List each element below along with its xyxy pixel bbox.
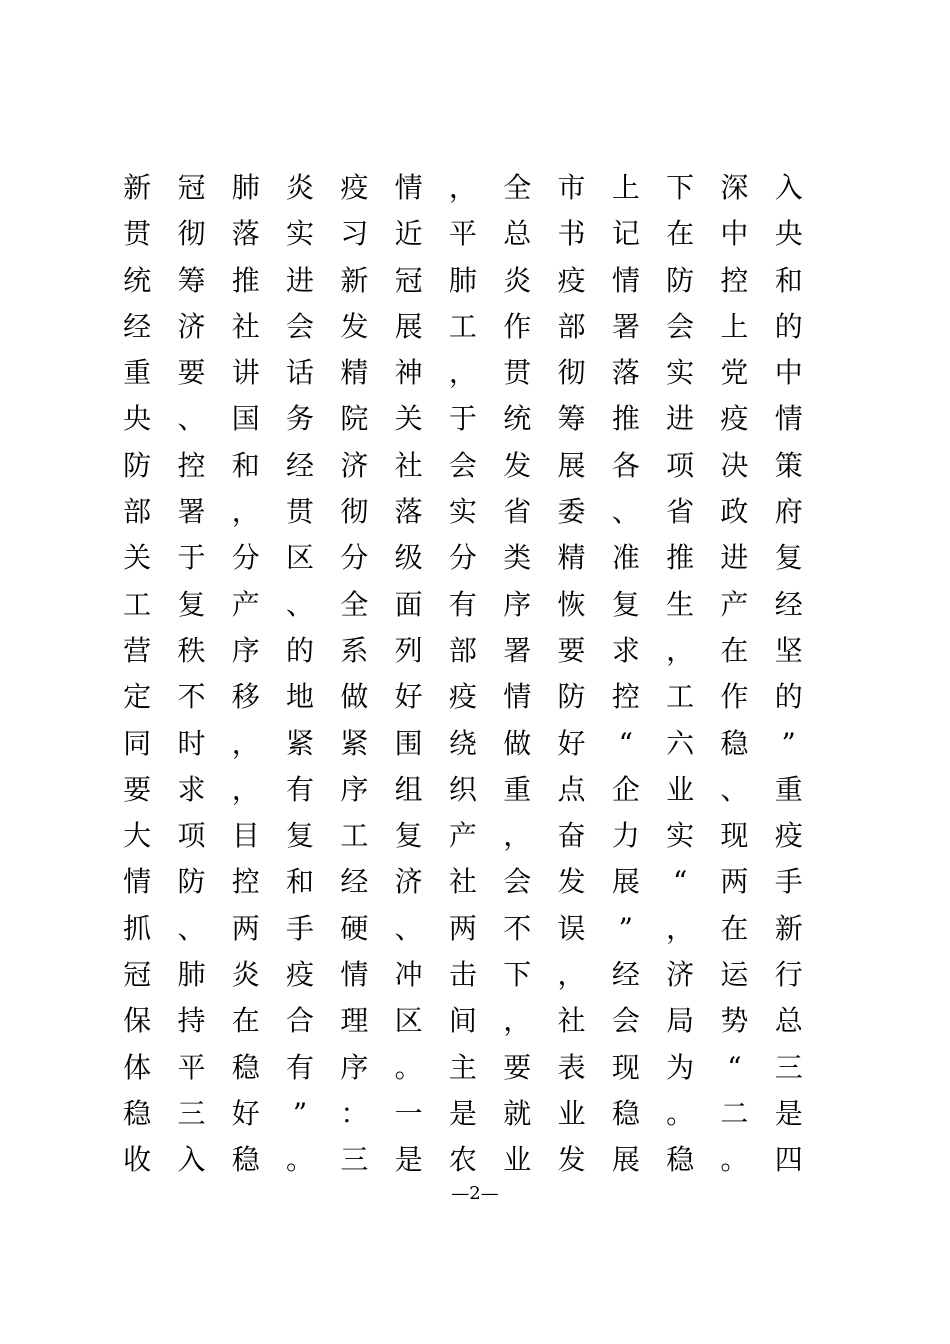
text-line: 关 于 分 区 分 级 分 类 精 准 推 进 复 <box>123 541 803 575</box>
text-line: 稳 三 好 ” ： 一 是 就 业 稳 。 二 是 <box>123 1096 803 1130</box>
text-line: 情 防 控 和 经 济 社 会 发 展 “ 两 手 <box>123 865 803 899</box>
page-number: —2— <box>451 1183 499 1204</box>
text-line: 体 平 稳 有 序 。 主 要 表 现 为 “ 三 <box>123 1050 803 1084</box>
text-line: 大 项 目 复 工 复 产 ， 奋 力 实 现 疫 <box>123 819 803 853</box>
text-line: 冠 肺 炎 疫 情 冲 击 下 ， 经 济 运 行 <box>123 958 803 992</box>
text-line: 抓 、 两 手 硬 、 两 不 误 ” ， 在 新 <box>123 911 803 945</box>
text-line: 央 、 国 务 院 关 于 统 筹 推 进 疫 情 <box>123 402 803 436</box>
text-line: 贯 彻 落 实 习 近 平 总 书 记 在 中 央 <box>123 217 803 251</box>
text-line: 要 求 ， 有 序 组 织 重 点 企 业 、 重 <box>123 772 803 806</box>
text-line: 统 筹 推 进 新 冠 肺 炎 疫 情 防 控 和 <box>123 263 803 297</box>
text-line: 防 控 和 经 济 社 会 发 展 各 项 决 策 <box>123 448 803 482</box>
text-line: 重 要 讲 话 精 神 ， 贯 彻 落 实 党 中 <box>123 356 803 390</box>
text-line: 新 冠 肺 炎 疫 情 ， 全 市 上 下 深 入 <box>123 171 803 204</box>
text-line: 工 复 产 、 全 面 有 序 恢 复 生 产 经 <box>123 587 803 621</box>
text-line: 营 秩 序 的 系 列 部 署 要 求 ， 在 坚 <box>123 633 803 667</box>
text-line: 收 入 稳 。 三 是 农 业 发 展 稳 。 四 <box>123 1143 803 1177</box>
text-line: 同 时 ， 紧 紧 围 绕 做 好 “ 六 稳 ” <box>123 726 796 760</box>
text-line: 保 持 在 合 理 区 间 ， 社 会 局 势 总 <box>123 1004 803 1038</box>
body-text <box>110 165 816 1184</box>
text-line: 经 济 社 会 发 展 工 作 部 署 会 上 的 <box>123 309 803 343</box>
text-line: 定 不 移 地 做 好 疫 情 防 控 工 作 的 <box>123 680 803 714</box>
text-line: 部 署 ， 贯 彻 落 实 省 委 、 省 政 府 <box>123 495 803 529</box>
